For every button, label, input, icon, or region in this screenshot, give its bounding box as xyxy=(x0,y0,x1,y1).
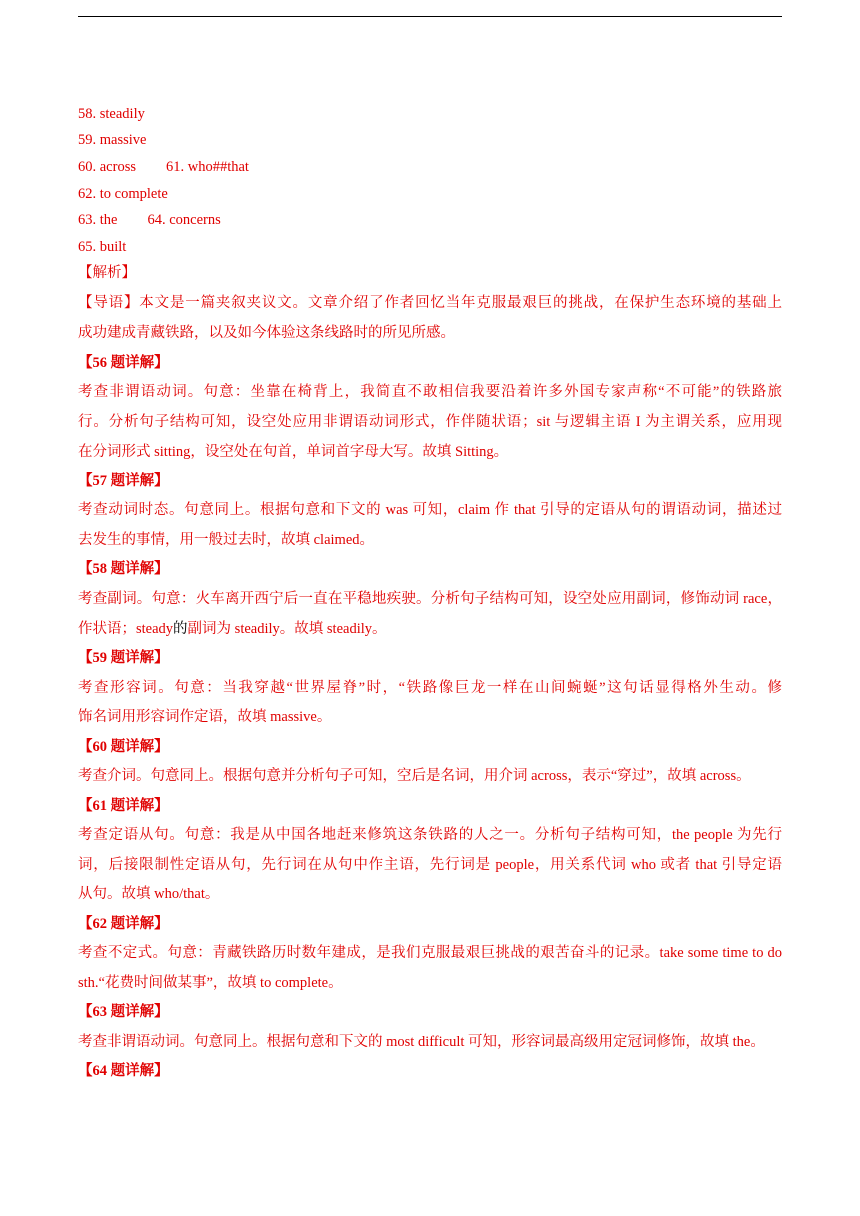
q57-line: 考查动词时态。句意同上。根据句意和下文的 was 可知，claim 作 that 引导的定语从句的谓语动词，描述过 xyxy=(78,502,782,518)
q59-heading: 【59 题详解】 xyxy=(78,650,169,666)
answer-64: 64. concerns xyxy=(147,212,221,228)
q61-heading: 【61 题详解】 xyxy=(78,798,169,814)
intro-line-2: 成功建成青藏铁路，以及如今体验这条线路时的所见所感。 xyxy=(78,325,455,341)
q61-line: 从句。故填 who/that。 xyxy=(78,886,220,902)
q62-line: 考查不定式。句意：青藏铁路历时数年建成，是我们克服最艰巨挑战的艰苦奋斗的记录。take some time to do xyxy=(78,945,782,961)
q59-line: 饰名词用形容词作定语，故填 massive。 xyxy=(78,709,332,725)
q62-heading: 【62 题详解】 xyxy=(78,916,169,932)
intro-tag: 【导语】 xyxy=(78,295,140,311)
answer-62: 62. to complete xyxy=(78,186,168,202)
q56-heading: 【56 题详解】 xyxy=(78,355,169,371)
answer-59: 59. massive xyxy=(78,132,147,148)
answer-row-60-61 xyxy=(78,157,782,177)
intro-text: 本文是一篇夹叙夹议文。文章介绍了作者回忆当年克服最艰巨的挑战，在保护生态环境的基础上 xyxy=(139,295,782,311)
q58-line: 考查副词。句意：火车离开西宁后一直在平稳地疾驶。分析句子结构可知，设空处应用副词，修饰动词 race， xyxy=(78,591,782,607)
q56-line: 考查非谓语动词。句意：坐靠在椅背上，我简直不敢相信我要沿着许多外国专家声称“不可能”的铁路旅 xyxy=(78,384,782,400)
q56-line: 行。分析句子结构可知，设空处应用非谓语动词形式，作伴随状语；sit 与逻辑主语 I 为主谓关系，应用现 xyxy=(78,414,782,430)
answer-63: 63. the xyxy=(78,212,118,228)
q64-heading: 【64 题详解】 xyxy=(78,1063,169,1079)
q58-text: 副词为 steadily。故填 steadily。 xyxy=(187,621,387,637)
q61-line: 词，后接限制性定语从句，先行词在从句中作主语，先行词是 people，用关系代词 who 或者 that 引导定语 xyxy=(78,857,782,873)
q60-line: 考查介词。句意同上。根据句意并分析句子可知，空后是名词，用介词 across，表示“穿过”，故填 across。 xyxy=(78,768,751,784)
answer-60: 60. across xyxy=(78,159,136,175)
answer-58: 58. steadily xyxy=(78,106,145,122)
intro-line-1 xyxy=(78,293,782,313)
q58-text: 作状语；steady xyxy=(78,621,174,637)
q58-text-black: 的 xyxy=(173,621,188,637)
q57-heading: 【57 题详解】 xyxy=(78,473,169,489)
q59-line: 考查形容词。句意：当我穿越“世界屋脊”时，“铁路像巨龙一样在山间蜿蜒”这句话显得格外生动。修 xyxy=(78,680,782,696)
q56-line: 在分词形式 sitting，设空处在句首，单词首字母大写。故填 Sitting。 xyxy=(78,444,509,460)
q61-line: 考查定语从句。句意：我是从中国各地赶来修筑这条铁路的人之一。分析句子结构可知，the people 为先行 xyxy=(78,827,782,843)
q57-line: 去发生的事情，用一般过去时，故填 claimed。 xyxy=(78,532,375,548)
q60-heading: 【60 题详解】 xyxy=(78,739,169,755)
answer-row-63-64 xyxy=(78,210,782,230)
answer-65: 65. built xyxy=(78,239,127,255)
header-rule xyxy=(78,16,782,17)
q63-heading: 【63 题详解】 xyxy=(78,1004,169,1020)
analysis-label: 【解析】 xyxy=(78,265,136,281)
answer-61: 61. who##that xyxy=(166,159,249,175)
q62-line: sth.“花费时间做某事”，故填 to complete。 xyxy=(78,975,343,991)
q63-line: 考查非谓语动词。句意同上。根据句意和下文的 most difficult 可知，形容词最高级用定冠词修饰，故填 the。 xyxy=(78,1034,765,1050)
q58-heading: 【58 题详解】 xyxy=(78,561,169,577)
q58-line xyxy=(78,619,782,639)
